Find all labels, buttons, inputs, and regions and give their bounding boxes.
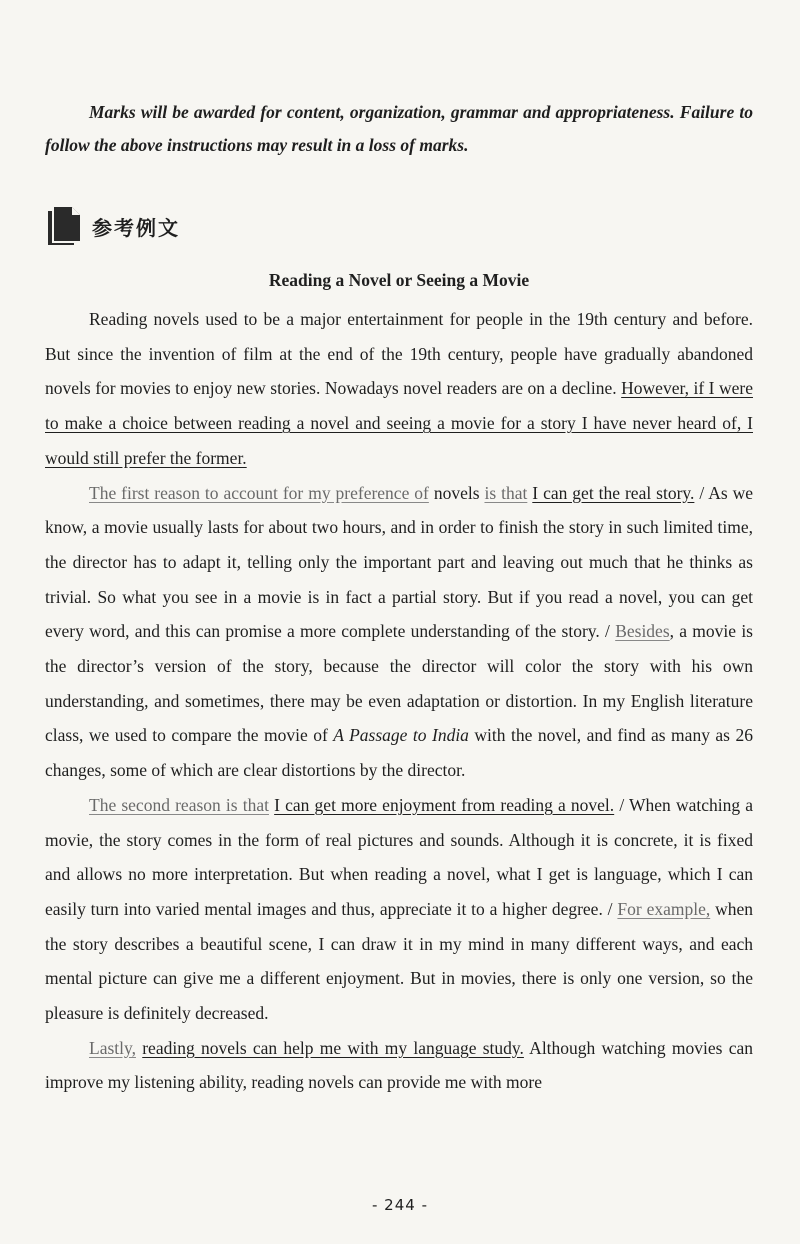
- p2-signal-besides: Besides: [615, 621, 670, 642]
- book-title: A Passage to India: [333, 725, 469, 746]
- p1-text: Reading novels used to be a major entertainment for people in the 19th century and before. But since the invention of film at the end of the 19th century, people have gradually abandoned novels for movies to enjoy new stories. Nowadays novel readers are on a decline.: [45, 309, 753, 399]
- paragraph-2: [45, 476, 753, 788]
- p3-text-2: / When watching a movie, the story comes in the form of real pictures and sounds. Although it is concrete, it is fixed and allows no more interpretation. But when reading a novel, what I get is language, which I can easily turn into varied mental images and thus, appreciate it to a higher degree. /: [45, 794, 754, 919]
- document-icon: [46, 207, 82, 245]
- p2-signal-phrase: The first reason to account for my preference of: [89, 482, 429, 503]
- p2-signal-is-that: is that: [484, 482, 528, 503]
- paragraph-4: [45, 1031, 753, 1100]
- p3-signal-for-example: For example,: [617, 898, 711, 919]
- section-title: 参考例文: [92, 215, 180, 240]
- paragraph-3: [45, 788, 753, 1031]
- page-number: - 244 -: [372, 1196, 428, 1214]
- p4-text-2: Although watching movies can improve my listening ability, reading novels can provide me with more: [45, 1037, 753, 1093]
- essay-title: Reading a Novel or Seeing a Movie: [268, 270, 530, 290]
- paragraph-1: [45, 302, 753, 476]
- p2-text-4: , a movie is the director’s version of the story, because the director will color the story with his own understanding, and sometimes, there may be even adaptation or distortion. In my English literature class, we used to compare the movie of: [45, 621, 753, 746]
- p2-topic-underlined: I can get the real story.: [532, 482, 695, 503]
- instructions-text: Marks will be awarded for content, organization, grammar and appropriateness. Failure to follow the above instructions may result in a loss of marks.: [45, 102, 753, 155]
- p2-text-1: novels: [428, 482, 485, 503]
- p3-signal-phrase: The second reason is that: [89, 794, 269, 815]
- p4-signal-lastly: Lastly,: [89, 1037, 136, 1058]
- p2-text-3: / As we know, a movie usually lasts for about two hours, and in order to finish the story in such limited time, the director has to adapt it, telling only the important part and leaving out much that he thinks as trivial. So what you see in a movie is in fact a partial story. But if you read a novel, you can get every word, and this can promise a more complete understanding of the story. /: [45, 482, 753, 642]
- p4-topic-underlined: reading novels can help me with my language study.: [142, 1037, 524, 1058]
- p1-thesis-underlined: However, if I were to make a choice between reading a novel and seeing a movie for a story I have never heard of, I would still prefer the former.: [45, 378, 753, 468]
- p3-topic-underlined: I can get more enjoyment from reading a novel.: [274, 794, 615, 815]
- section-header: [46, 206, 180, 246]
- p2-text-5: with the novel, and find as many as 26 changes, some of which are clear distortions by the director.: [45, 725, 753, 781]
- essay-body: [45, 302, 753, 1100]
- instructions: [45, 96, 753, 162]
- p3-text-3: when the story describes a beautiful scene, I can draw it in my mind in many different ways, and each mental picture can give me a different enjoyment. But in movies, there is only one version, so the pleasure is definitely decreased.: [45, 898, 753, 1024]
